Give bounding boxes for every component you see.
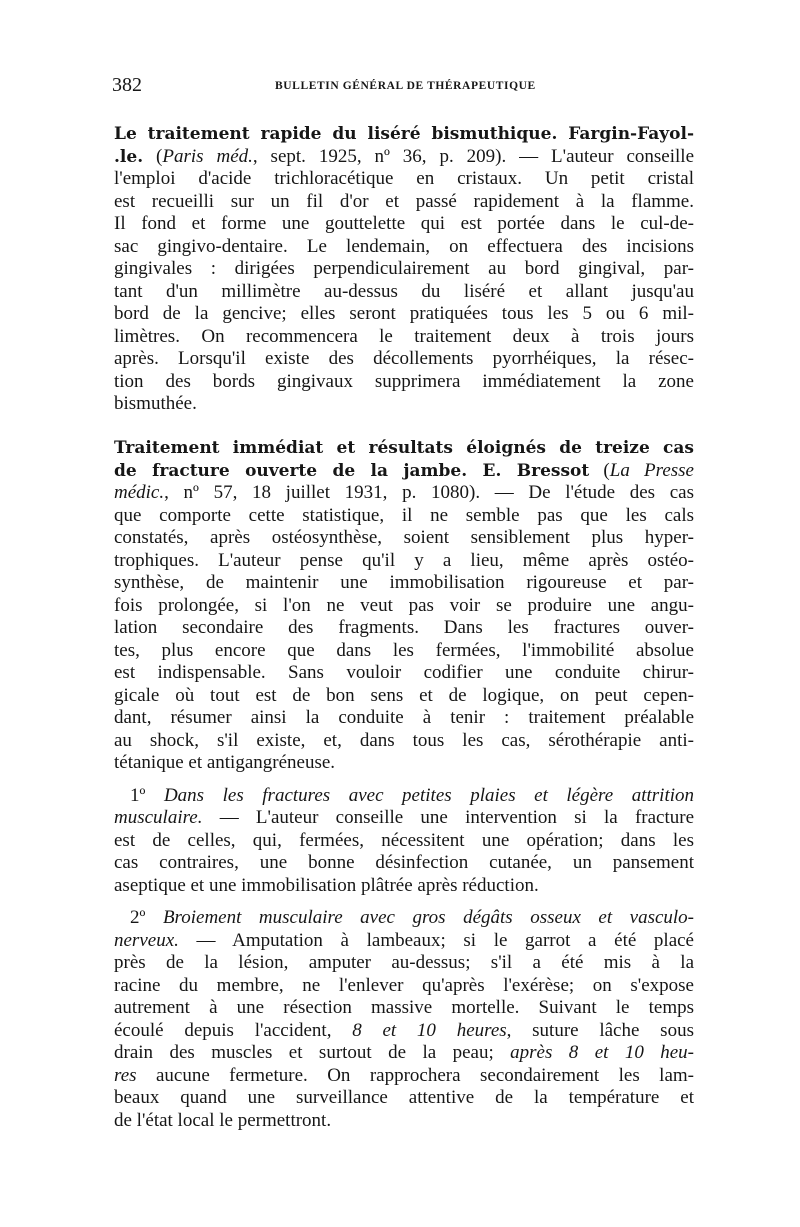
running-title: BULLETIN GÉNÉRAL DE THÉRAPEUTIQUE — [275, 80, 536, 92]
article-2-title: Traitement immédiat et résultats éloignés de treize cas — [114, 438, 694, 458]
text-line: tes, plus encore que dans les fermées, l'immobilité absolue — [114, 639, 694, 661]
text-line: est recueilli sur un fil d'or et passé rapidement à la flamme. — [114, 190, 694, 212]
text-line: Il fond et forme une gouttelette qui est portée dans le cul-de- — [114, 213, 694, 234]
text-line: nerveux. — Amputation à lambeaux; si le garrot a été placé — [114, 929, 694, 951]
text-line: fois prolongée, si l'on ne veut pas voir se produire une angu- — [114, 594, 694, 616]
text-line: près de la lésion, amputer au-dessus; s'il a été mis à la — [114, 952, 694, 973]
page-header — [112, 74, 697, 100]
text-line: bismuthée. — [114, 393, 197, 414]
paragraph-1-heading: 1º Dans les fractures avec petites plaies et légère attrition — [130, 784, 694, 806]
text-line: bord de la gencive; elles seront pratiquées tous les 5 ou 6 mil- — [114, 303, 694, 324]
article-2 — [114, 437, 694, 1132]
paragraph-2-heading: 2º Broiement musculaire avec gros dégâts osseux et vasculo- — [130, 907, 695, 928]
text-line: après. Lorsqu'il existe des décollements pyorrhéiques, la résec- — [114, 348, 694, 369]
text-line: synthèse, de maintenir une immobilisation rigoureuse et par- — [114, 572, 694, 593]
text-line: de l'état local le permettront. — [114, 1109, 332, 1131]
article-2-title-line-2: de fracture ouverte de la jambe. E. Bressot (La Presse — [114, 459, 694, 481]
text-line: écoulé depuis l'accident, 8 et 10 heures, suture lâche sous — [114, 1019, 694, 1041]
text-line: beaux quand une surveillance attentive de la température et — [114, 1087, 694, 1108]
article-2-ref: médic., nº 57, 18 juillet 1931, p. 1080). — De l'étude des cas — [114, 482, 694, 503]
text-line: lation secondaire des fragments. Dans les fractures ouver- — [114, 617, 694, 638]
text-line: constatés, après ostéosynthèse, soient sensiblement plus hyper- — [114, 527, 694, 548]
text-line: tion des bords gingivaux supprimera immédiatement la zone — [114, 370, 694, 392]
text-line: tétanique et antigangréneuse. — [114, 752, 336, 773]
article-1 — [114, 123, 694, 416]
text-line: l'emploi d'acide trichloracétique en cristaux. Un petit cristal — [114, 168, 694, 189]
article-1-ref: .le. (Paris méd., sept. 1925, nº 36, p. 209). — L'auteur conseille — [114, 145, 695, 167]
text-line: sac gingivo-dentaire. Le lendemain, on effectuera des incisions — [114, 235, 694, 257]
text-line: autrement à une résection massive mortelle. Suivant le temps — [114, 997, 694, 1018]
journal-name: Paris méd. — [162, 145, 253, 167]
text-line: gingivales : dirigées perpendiculairement au bord gingival, par- — [114, 258, 694, 279]
text-line: au shock, s'il existe, et, dans tous les cas, sérothérapie anti- — [114, 729, 694, 751]
text-line: cas contraires, une bonne désinfection cutanée, un pansement — [114, 852, 694, 873]
text-line: dant, résumer ainsi la conduite à tenir : traitement préalable — [114, 707, 694, 728]
text-line: limètres. On recommencera le traitement deux à trois jours — [114, 325, 694, 347]
text-line: gicale où tout est de bon sens et de logique, on peut cepen- — [114, 684, 694, 706]
article-1-title: Le traitement rapide du liséré bismuthique. Fargin-Fayol- — [114, 124, 694, 144]
text-line: est indispensable. Sans vouloir codifier une conduite chirur- — [114, 662, 694, 683]
text-line: est de celles, qui, fermées, nécessitent une opération; dans les — [114, 829, 694, 851]
text-line: drain des muscles et surtout de la peau; après 8 et 10 heu- — [114, 1042, 694, 1063]
text-line: que comporte cette statistique, il ne semble pas que les cals — [114, 504, 694, 526]
text-line: trophiques. L'auteur pense qu'il y a lieu, même après ostéo- — [114, 549, 694, 571]
text-line: res aucune fermeture. On rapprochera secondairement les lam- — [114, 1064, 694, 1086]
page-number: 382 — [112, 74, 142, 96]
text-line: racine du membre, ne l'enlever qu'après l'exérèse; on s'expose — [114, 974, 694, 996]
text-line: aseptique et une immobilisation plâtrée après réduction. — [114, 874, 539, 896]
text-line: tant d'un millimètre au-dessus du liséré et allant jusqu'au — [114, 280, 694, 302]
journal-name: La Presse — [609, 459, 694, 481]
text-line: musculaire. — L'auteur conseille une intervention si la fracture — [114, 807, 694, 828]
